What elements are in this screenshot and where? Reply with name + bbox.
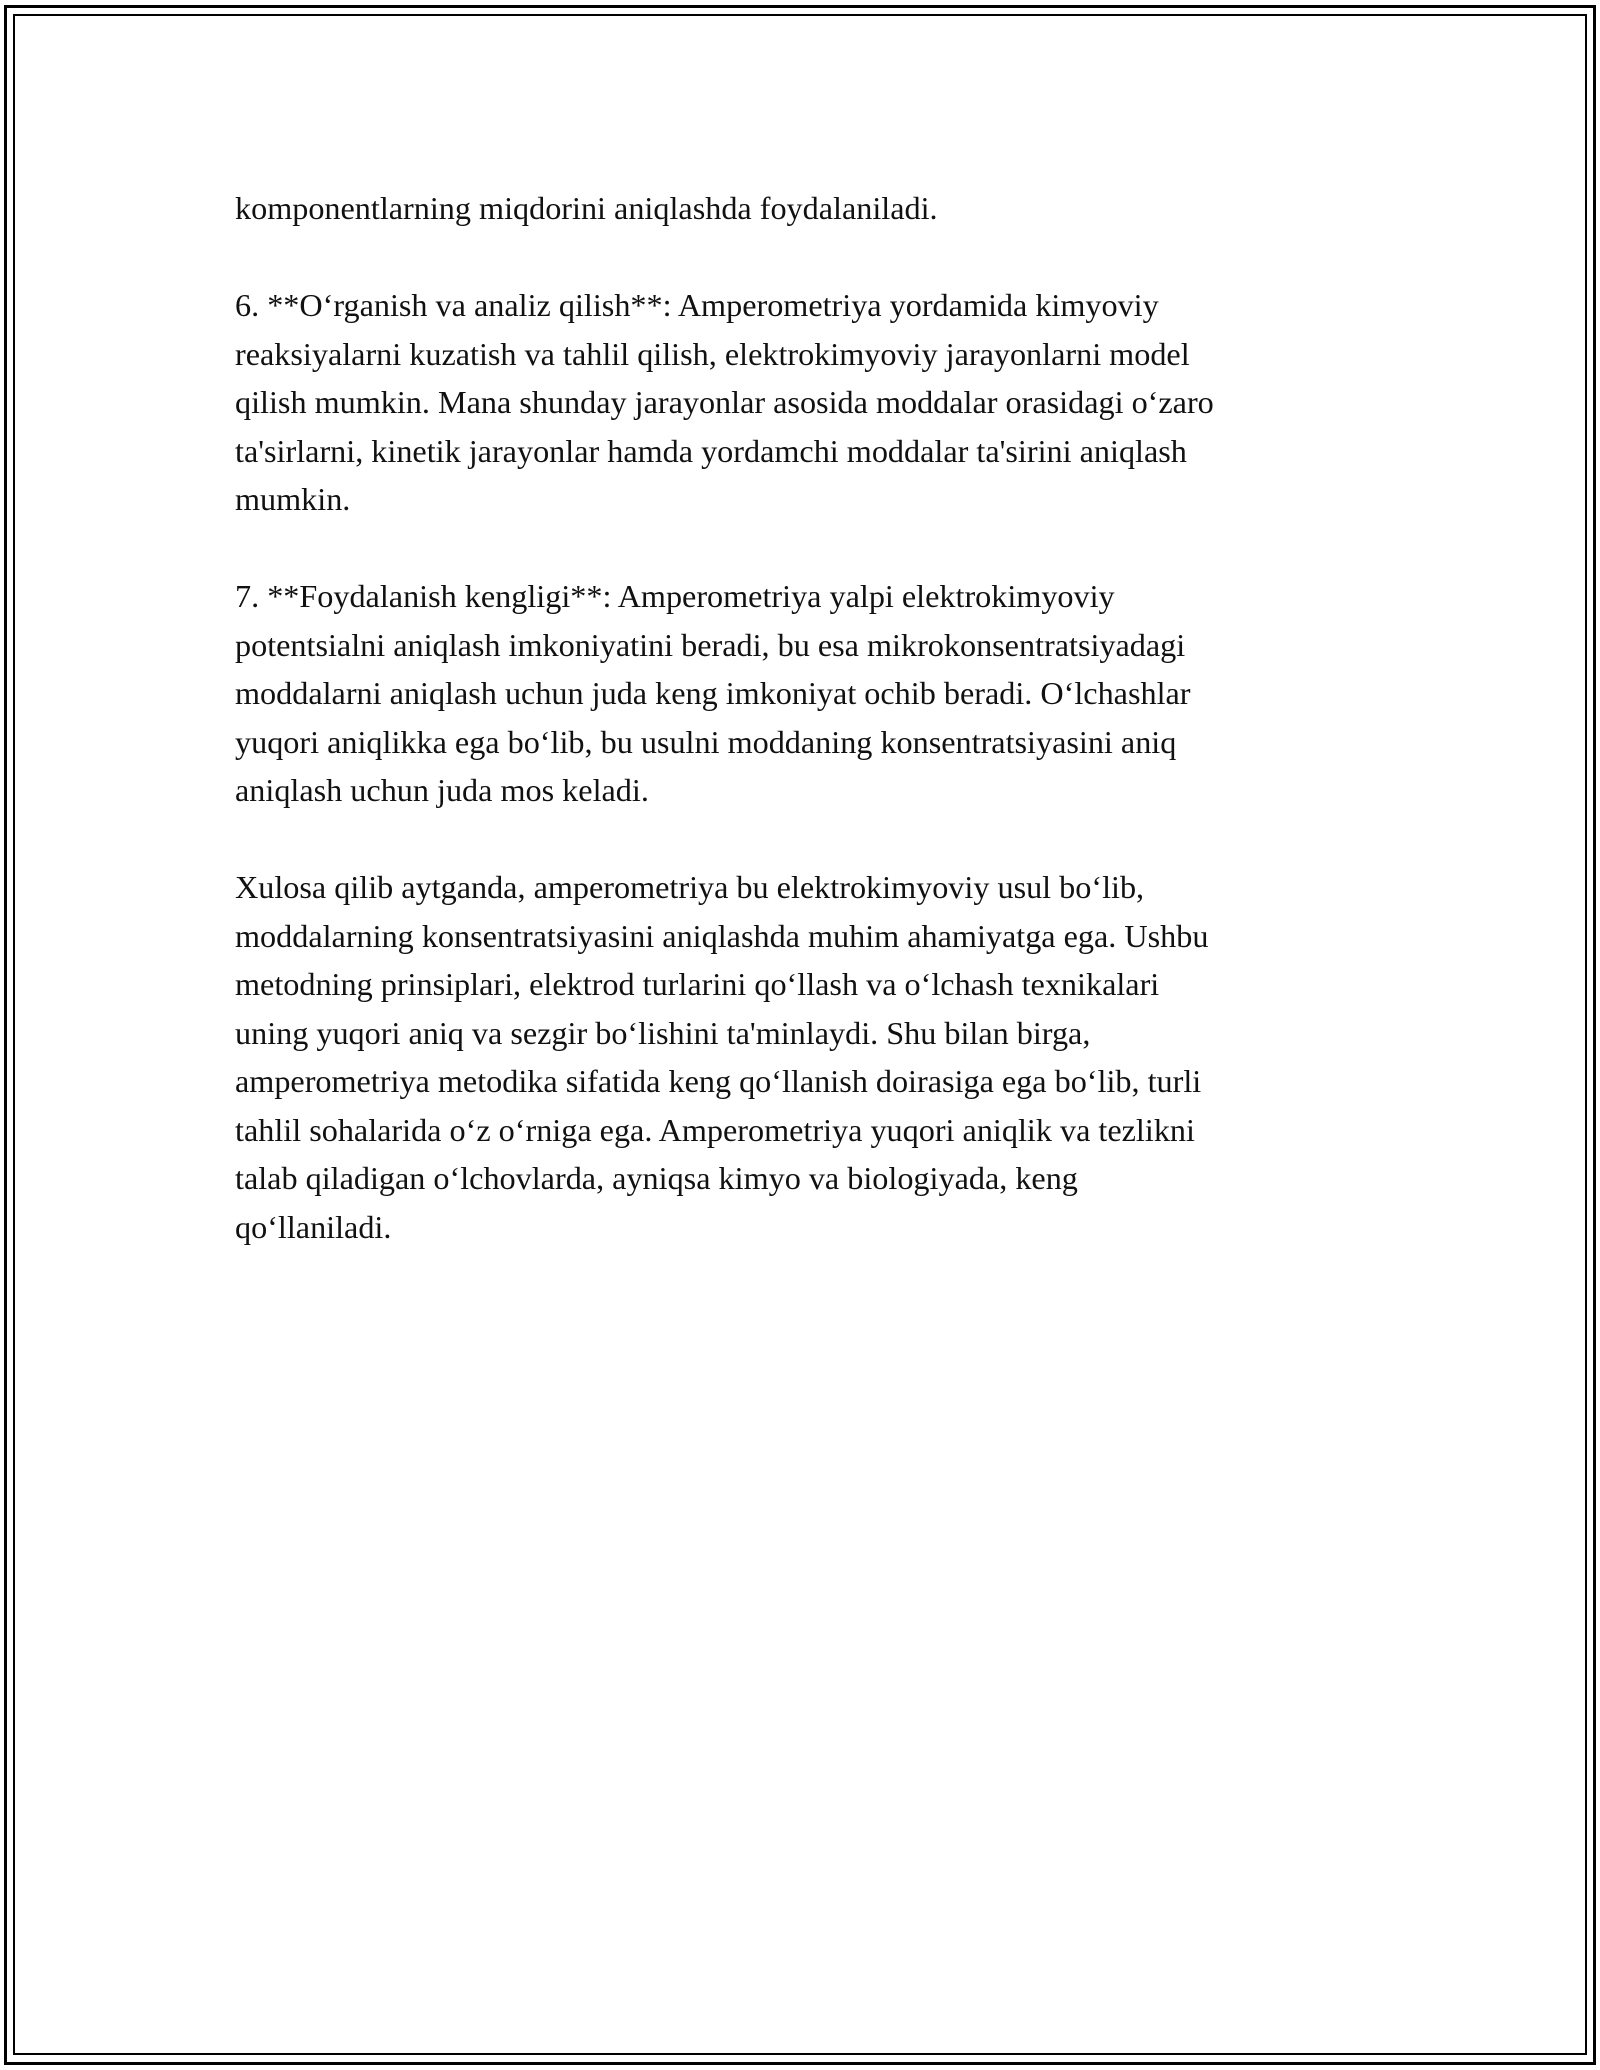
paragraph-continuation: komponentlarning miqdorini aniqlashda foydalaniladi. <box>235 190 938 226</box>
paragraph-item-6: 6. **O‘rganish va analiz qilish**: Amperometriya yordamida kimyoviy reaksiyalarni kuzatish va tahlil qilish, elektrokimyoviy jarayonlarni model qilish mumkin. Mana shunday jarayonlar asosida moddalar orasidagi o‘zaro ta'sirlarni, kinetik jarayonlar hamda yordamchi moddalar ta'sirini aniqlash mumkin. <box>235 287 1214 517</box>
paragraph-item-7: 7. **Foydalanish kengligi**: Amperometriya yalpi elektrokimyoviy potentsialni aniqlash imkoniyatini beradi, bu esa mikrokonsentratsiyadagi moddalarni aniqlash uchun juda keng imkoniyat ochib beradi. O‘lchashlar yuqori aniqlikka ega bo‘lib, bu usulni moddaning konsentratsiyasini aniq aniqlash uchun juda mos keladi. <box>235 578 1191 808</box>
document-body <box>235 184 1370 1300</box>
paragraph-conclusion: Xulosa qilib aytganda, amperometriya bu elektrokimyoviy usul bo‘lib, moddalarning konsentratsiyasini aniqlashda muhim ahamiyatga ega. Ushbu metodning prinsiplari, elektrod turlarini qo‘llash va o‘lchash texnikalari uning yuqori aniq va sezgir bo‘lishini ta'minlaydi. Shu bilan birga, amperometriya metodika sifatida keng qo‘llanish doirasiga ega bo‘lib, turli tahlil sohalarida o‘z o‘rniga ega. Amperometriya yuqori aniqlik va tezlikni talab qiladigan o‘lchovlarda, ayniqsa kimyo va biologiyada, keng qo‘llaniladi. <box>235 869 1209 1245</box>
